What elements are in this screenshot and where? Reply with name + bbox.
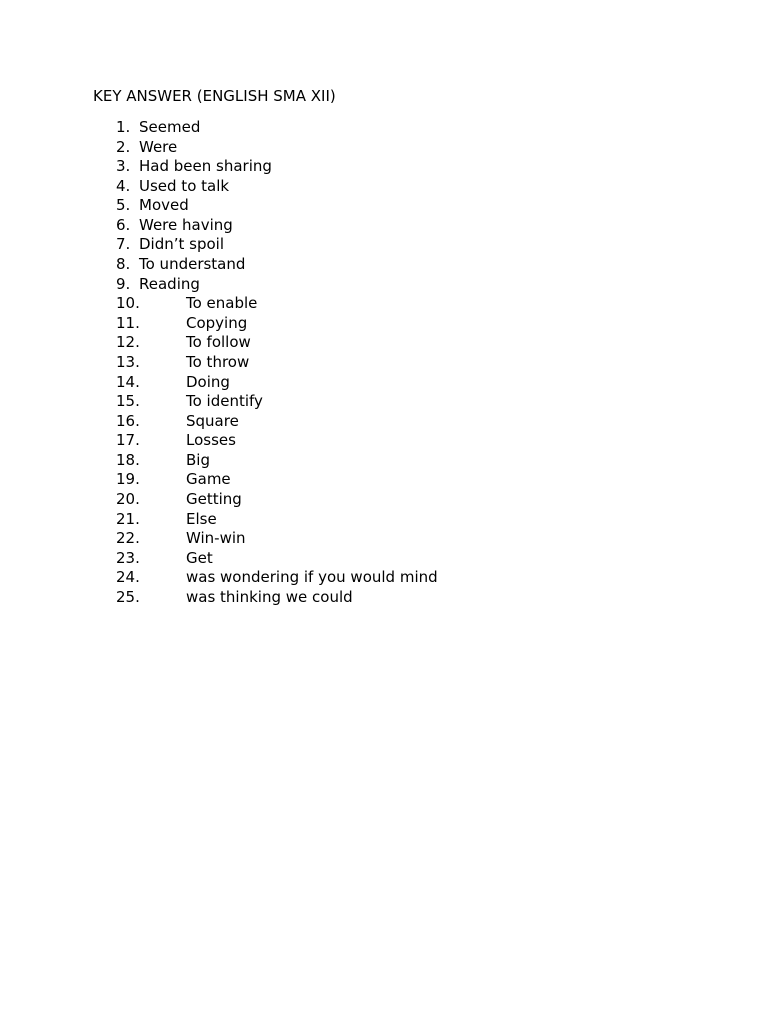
list-item-number: 22. <box>116 529 140 548</box>
list-item <box>0 470 768 490</box>
answer-list <box>0 118 768 607</box>
list-item <box>0 157 768 177</box>
list-item-answer: To throw <box>186 352 250 371</box>
list-item <box>0 373 768 393</box>
list-item <box>0 353 768 373</box>
document-title: KEY ANSWER (ENGLISH SMA XII) <box>93 87 336 105</box>
list-item-number: 11. <box>116 313 140 332</box>
list-item <box>0 529 768 549</box>
list-item-answer: To understand <box>139 255 246 274</box>
list-item-answer: Game <box>186 470 231 489</box>
list-item <box>0 275 768 295</box>
list-item-answer: Get <box>186 548 213 567</box>
list-item-answer: To identify <box>186 392 263 411</box>
list-item-number: 9. <box>116 274 131 293</box>
list-item-number: 13. <box>116 352 140 371</box>
list-item-number: 23. <box>116 548 140 567</box>
list-item-answer: was thinking we could <box>186 587 353 606</box>
list-item-answer: Seemed <box>139 118 201 136</box>
list-item-answer: Big <box>186 450 210 469</box>
list-item-answer: Copying <box>186 313 248 332</box>
list-item <box>0 235 768 255</box>
list-item-number: 10. <box>116 294 140 313</box>
list-item-answer: Square <box>186 411 239 430</box>
list-item-number: 12. <box>116 333 140 352</box>
list-item <box>0 196 768 216</box>
list-item-number: 18. <box>116 450 140 469</box>
list-item-number: 3. <box>116 157 131 176</box>
list-item-number: 25. <box>116 587 140 606</box>
list-item-number: 8. <box>116 255 131 274</box>
list-item-number: 5. <box>116 196 131 215</box>
list-item <box>0 138 768 158</box>
list-item-answer: Getting <box>186 489 242 508</box>
list-item-number: 21. <box>116 509 140 528</box>
list-item <box>0 451 768 471</box>
list-item-number: 7. <box>116 235 131 254</box>
list-item-answer: Else <box>186 509 217 528</box>
list-item <box>0 314 768 334</box>
list-item-number: 19. <box>116 470 140 489</box>
list-item-answer: Doing <box>186 372 230 391</box>
list-item-answer: Didn’t spoil <box>139 235 225 254</box>
list-item-number: 2. <box>116 137 131 156</box>
list-item <box>0 510 768 530</box>
list-item-number: 15. <box>116 392 140 411</box>
list-item <box>0 568 768 588</box>
list-item <box>0 118 768 138</box>
list-item-answer: Win-win <box>186 529 246 548</box>
list-item-number: 4. <box>116 176 131 195</box>
list-item-answer: Used to talk <box>139 176 230 195</box>
list-item <box>0 431 768 451</box>
list-item-number: 1. <box>116 118 131 136</box>
list-item-answer: Losses <box>186 431 236 450</box>
list-item <box>0 177 768 197</box>
list-item <box>0 216 768 236</box>
list-item-number: 24. <box>116 568 140 587</box>
list-item-answer: Moved <box>139 196 189 215</box>
list-item-number: 17. <box>116 431 140 450</box>
list-item-answer: Were <box>139 137 178 156</box>
list-item <box>0 549 768 569</box>
list-item <box>0 588 768 608</box>
list-item-answer: Reading <box>139 274 200 293</box>
list-item-answer: Were having <box>139 215 233 234</box>
list-item <box>0 333 768 353</box>
list-item-number: 20. <box>116 489 140 508</box>
list-item <box>0 294 768 314</box>
list-item-answer: To enable <box>186 294 258 313</box>
list-item <box>0 490 768 510</box>
list-item <box>0 412 768 432</box>
list-item-answer: was wondering if you would mind <box>186 568 438 587</box>
list-item-number: 16. <box>116 411 140 430</box>
list-item-number: 6. <box>116 215 131 234</box>
list-item <box>0 255 768 275</box>
list-item-number: 14. <box>116 372 140 391</box>
list-item <box>0 392 768 412</box>
list-item-answer: To follow <box>186 333 251 352</box>
list-item-answer: Had been sharing <box>139 157 272 176</box>
